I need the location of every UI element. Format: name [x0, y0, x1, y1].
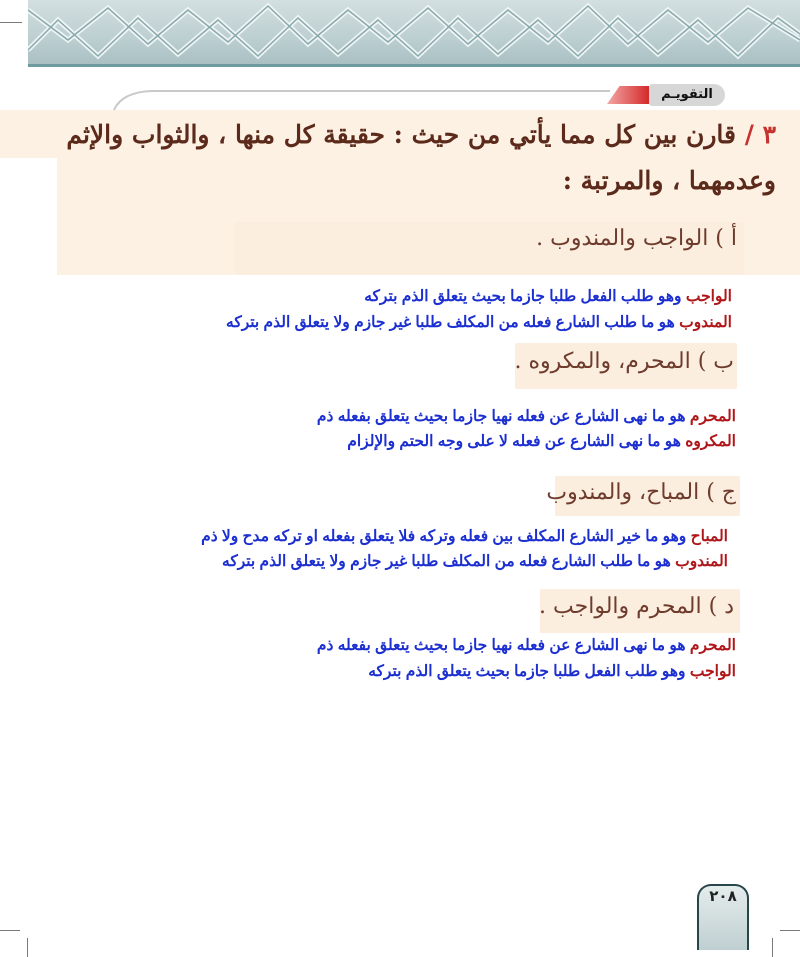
crop-mark	[772, 938, 773, 957]
crop-mark	[27, 938, 28, 957]
decorative-curve-icon	[112, 88, 612, 112]
answer-line	[222, 552, 728, 572]
page-number: ٢٠٨	[709, 887, 737, 905]
header-ornament-banner	[28, 0, 800, 64]
part-b-heading: ب ) المحرم، والمكروه .	[514, 349, 734, 374]
answer-text: هو ما نهى الشارع عن فعله لا على وجه الحتم والإلزام	[347, 433, 686, 450]
answer-term: الواجب	[689, 663, 736, 680]
answer-text: هو ما نهى الشارع عن فعله نهيا جازما بحيث يتعلق بفعله ذم	[316, 408, 690, 425]
answer-text: هو ما طلب الشارع فعله من المكلف طلبا غير جازم ولا يتعلق الذم بتركه	[226, 314, 680, 331]
answer-line	[364, 287, 732, 307]
section-tag-arrow-icon	[607, 86, 649, 104]
question-text: قارن بين كل مما يأتي من حيث : حقيقة كل منها ، والثواب والإثم وعدمهما ، والمرتبة :	[66, 120, 776, 195]
question	[40, 112, 776, 204]
question-number: ٣ /	[744, 120, 776, 149]
answer-line	[347, 432, 736, 452]
answer-line	[317, 407, 736, 427]
answer-text: وهو طلب الفعل طلبا جازما بحيث يتعلق الذم بتركه	[368, 663, 690, 680]
answer-term: المحرم	[689, 637, 736, 654]
answer-term: المندوب	[675, 553, 728, 570]
crop-mark	[0, 22, 22, 23]
part-a-heading: أ ) الواجب والمندوب .	[536, 226, 737, 251]
answer-term: المندوب	[679, 314, 732, 331]
answer-line	[368, 662, 736, 682]
section-tag-label: التقويـم	[649, 84, 725, 106]
answer-line	[317, 636, 736, 656]
answer-term: المكروه	[685, 433, 736, 450]
geometric-pattern-icon	[28, 0, 800, 64]
header-divider	[28, 64, 800, 67]
crop-mark	[780, 930, 800, 931]
answer-text: وهو ما خير الشارع المكلف بين فعله وتركه فلا يتعلق بفعله او تركه مدح ولا ذم	[201, 528, 691, 545]
answer-term: الواجب	[685, 288, 732, 305]
answer-text: وهو طلب الفعل طلبا جازما بحيث يتعلق الذم بتركه	[364, 288, 686, 305]
answer-line	[226, 313, 732, 333]
crop-mark	[0, 930, 20, 931]
answer-term: المباح	[690, 528, 728, 545]
section-tag	[607, 84, 725, 106]
answer-term: المحرم	[689, 408, 736, 425]
part-d-heading: د ) المحرم والواجب .	[539, 594, 734, 619]
part-c-heading: ج ) المباح، والمندوب	[546, 480, 736, 505]
answer-line	[201, 527, 728, 547]
answer-text: هو ما طلب الشارع فعله من المكلف طلبا غير جازم ولا يتعلق الذم بتركه	[222, 553, 676, 570]
answer-text: هو ما نهى الشارع عن فعله نهيا جازما بحيث يتعلق بفعله ذم	[316, 637, 690, 654]
